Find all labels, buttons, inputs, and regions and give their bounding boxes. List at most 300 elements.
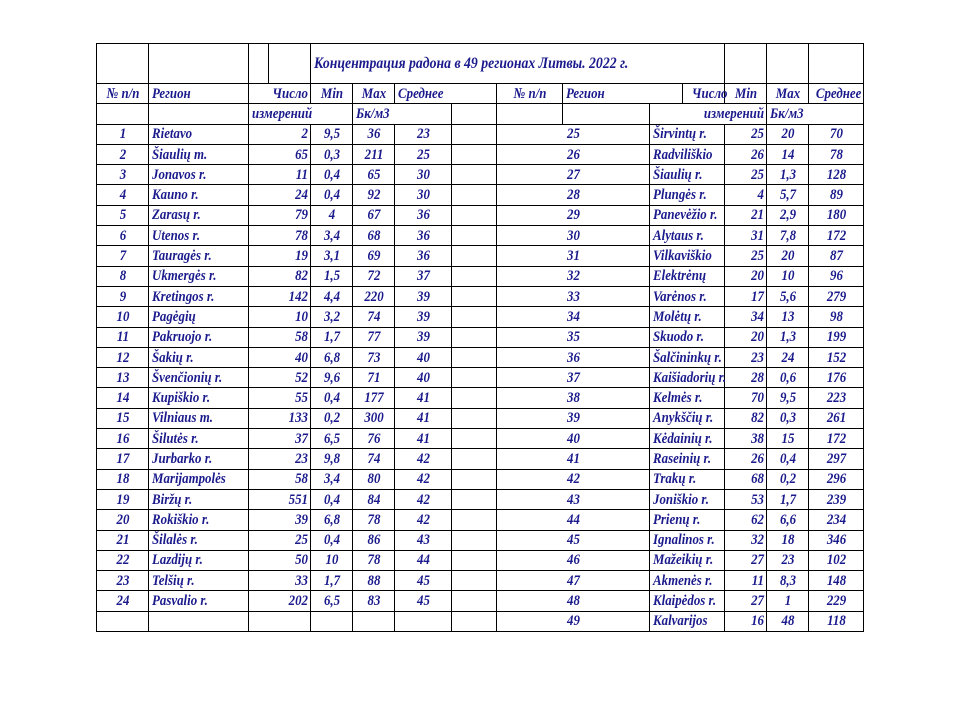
- measurement-count: 55: [257, 388, 310, 408]
- max-value: 73: [355, 347, 391, 367]
- header-region: Регион: [149, 84, 235, 104]
- average-value: 39: [398, 327, 447, 347]
- max-value: 199: [812, 327, 859, 347]
- region-name: Tauragės r.: [149, 246, 235, 266]
- region-name: Joniškio r.: [650, 489, 715, 509]
- measurement-count: 62: [730, 510, 766, 530]
- min-value: 3,4: [313, 226, 349, 246]
- measurement-count: 23: [730, 347, 766, 367]
- row-number: 35: [507, 327, 639, 347]
- spacer-cell: [452, 368, 491, 388]
- row-number: 42: [507, 469, 639, 489]
- measurement-count: 24: [257, 185, 310, 205]
- max-value: 87: [812, 246, 859, 266]
- spacer-cell: [452, 266, 491, 286]
- average-value: 30: [398, 185, 447, 205]
- min-value: 1,3: [769, 327, 805, 347]
- spacer-cell: [452, 205, 491, 225]
- header-units: Бк/м3: [767, 104, 850, 124]
- region-name: Elektrėnų: [650, 266, 715, 286]
- spacer-cell: [452, 510, 491, 530]
- average-value: 42: [398, 489, 447, 509]
- measurement-count: 25: [257, 530, 310, 550]
- table-row: [97, 205, 864, 225]
- row-number: 39: [507, 408, 639, 428]
- measurement-count: 82: [257, 266, 310, 286]
- row-number: 33: [507, 286, 639, 306]
- spacer-cell: [452, 489, 491, 509]
- max-value: 128: [812, 165, 859, 185]
- min-value: 6,8: [313, 510, 349, 530]
- region-name: Šilutės r.: [149, 429, 235, 449]
- header-avg: Среднее: [812, 84, 859, 104]
- table-row: [97, 266, 864, 286]
- min-value: 6,5: [313, 591, 349, 611]
- measurement-count: 70: [730, 388, 766, 408]
- max-value: 279: [812, 286, 859, 306]
- average-value: 41: [398, 429, 447, 449]
- min-value: 9,8: [313, 449, 349, 469]
- average-value: 40: [398, 347, 447, 367]
- max-value: 78: [355, 550, 391, 570]
- region-name: Šakių r.: [149, 347, 235, 367]
- region-name: Šiaulių r.: [650, 165, 715, 185]
- region-name: Prienų r.: [650, 510, 715, 530]
- row-number: 47: [507, 571, 639, 591]
- row-number: 48: [507, 591, 639, 611]
- header-no: № п/п: [100, 84, 145, 104]
- max-value: 36: [355, 124, 391, 144]
- min-value: 3,4: [313, 469, 349, 489]
- measurement-count: 10: [257, 307, 310, 327]
- table-row: [97, 489, 864, 509]
- measurement-count: 21: [730, 205, 766, 225]
- min-value: 10: [769, 266, 805, 286]
- max-value: 65: [355, 165, 391, 185]
- max-value: 83: [355, 591, 391, 611]
- spacer-cell: [452, 327, 491, 347]
- max-value: 176: [812, 368, 859, 388]
- row-number: 8: [100, 266, 145, 286]
- subheader-row: [97, 104, 864, 124]
- measurement-count: 78: [257, 226, 310, 246]
- min-value: 4,4: [313, 286, 349, 306]
- row-number: 28: [507, 185, 639, 205]
- measurement-count: 26: [730, 144, 766, 164]
- row-number: 17: [100, 449, 145, 469]
- row-number: 23: [100, 571, 145, 591]
- average-value: 41: [398, 388, 447, 408]
- min-value: 3,1: [313, 246, 349, 266]
- row-number: 6: [100, 226, 145, 246]
- region-name: Marijampolės: [149, 469, 235, 489]
- min-value: 0,3: [313, 144, 349, 164]
- average-value: 43: [398, 530, 447, 550]
- min-value: 18: [769, 530, 805, 550]
- table-row: [97, 368, 864, 388]
- max-value: 172: [812, 429, 859, 449]
- region-name: Biržų r.: [149, 489, 235, 509]
- region-name: Jonavos r.: [149, 165, 235, 185]
- measurement-count: 25: [730, 124, 766, 144]
- header-row: [97, 84, 864, 104]
- measurement-count: 11: [730, 571, 766, 591]
- table-row: [97, 611, 864, 631]
- spacer-cell: [452, 571, 491, 591]
- max-value: 102: [812, 550, 859, 570]
- min-value: 13: [769, 307, 805, 327]
- average-value: 39: [398, 307, 447, 327]
- measurement-count: 25: [730, 165, 766, 185]
- average-value: 42: [398, 449, 447, 469]
- region-name: Mažeikių r.: [650, 550, 715, 570]
- max-value: 234: [812, 510, 859, 530]
- spacer-cell: [452, 429, 491, 449]
- table-row: [97, 165, 864, 185]
- region-name: Anykščių r.: [650, 408, 715, 428]
- row-number: 16: [100, 429, 145, 449]
- row-number: 24: [100, 591, 145, 611]
- region-name: Akmenės r.: [650, 571, 715, 591]
- min-value: 24: [769, 347, 805, 367]
- max-value: 239: [812, 489, 859, 509]
- table-row: [97, 449, 864, 469]
- region-name: Kupiškio r.: [149, 388, 235, 408]
- max-value: 80: [355, 469, 391, 489]
- spacer-cell: [452, 286, 491, 306]
- row-number: 49: [507, 611, 639, 631]
- table-row: [97, 571, 864, 591]
- table-row: [97, 469, 864, 489]
- min-value: 1,7: [769, 489, 805, 509]
- region-name: Kelmės r.: [650, 388, 715, 408]
- region-name: Kretingos r.: [149, 286, 235, 306]
- average-value: 42: [398, 510, 447, 530]
- region-name: Švenčionių r.: [149, 368, 235, 388]
- min-value: 3,2: [313, 307, 349, 327]
- region-name: Pakruojo r.: [149, 327, 235, 347]
- measurement-count: 82: [730, 408, 766, 428]
- row-number: 34: [507, 307, 639, 327]
- min-value: 0,6: [769, 368, 805, 388]
- min-value: 0,3: [769, 408, 805, 428]
- max-value: 70: [812, 124, 859, 144]
- average-value: 44: [398, 550, 447, 570]
- min-value: 0,4: [313, 185, 349, 205]
- max-value: 74: [355, 307, 391, 327]
- min-value: 9,6: [313, 368, 349, 388]
- spacer-cell: [452, 611, 491, 631]
- region-name: Pagėgių: [149, 307, 235, 327]
- region-name: Lazdijų r.: [149, 550, 235, 570]
- row-number: 14: [100, 388, 145, 408]
- region-name: Rietavo: [149, 124, 235, 144]
- row-number: 1: [100, 124, 145, 144]
- table-row: [97, 510, 864, 530]
- average-value: 40: [398, 368, 447, 388]
- row-number: 18: [100, 469, 145, 489]
- spacer-cell: [452, 165, 491, 185]
- min-value: 8,3: [769, 571, 805, 591]
- table-row: [97, 429, 864, 449]
- row-number: 37: [507, 368, 639, 388]
- region-name: Panevėžio r.: [650, 205, 715, 225]
- row-number: 13: [100, 368, 145, 388]
- row-number: 4: [100, 185, 145, 205]
- max-value: 220: [355, 286, 391, 306]
- table-row: [97, 226, 864, 246]
- table-row: [97, 550, 864, 570]
- max-value: 78: [812, 144, 859, 164]
- region-name: Utenos r.: [149, 226, 235, 246]
- region-name: Širvintų r.: [650, 124, 715, 144]
- region-name: Kauno r.: [149, 185, 235, 205]
- header-min: Min: [313, 84, 349, 104]
- header-units: Бк/м3: [353, 104, 438, 124]
- measurement-count: 53: [730, 489, 766, 509]
- measurement-count: 20: [730, 266, 766, 286]
- row-number: 41: [507, 449, 639, 469]
- measurement-count: 202: [257, 591, 310, 611]
- row-number: 9: [100, 286, 145, 306]
- average-value: 42: [398, 469, 447, 489]
- region-name: Molėtų r.: [650, 307, 715, 327]
- table-row: [97, 307, 864, 327]
- row-number: 11: [100, 327, 145, 347]
- measurement-count: 34: [730, 307, 766, 327]
- table-row: [97, 530, 864, 550]
- row-number: 45: [507, 530, 639, 550]
- row-number: 44: [507, 510, 639, 530]
- spacer-cell: [452, 591, 491, 611]
- radon-table: [96, 43, 864, 632]
- max-value: 67: [355, 205, 391, 225]
- max-value: 223: [812, 388, 859, 408]
- measurement-count: 39: [257, 510, 310, 530]
- measurement-count: 68: [730, 469, 766, 489]
- min-value: 23: [769, 550, 805, 570]
- header-avg: Среднее: [395, 84, 483, 104]
- max-value: 89: [812, 185, 859, 205]
- average-value: 36: [398, 246, 447, 266]
- max-value: 296: [812, 469, 859, 489]
- max-value: 98: [812, 307, 859, 327]
- row-number: 46: [507, 550, 639, 570]
- table-row: [97, 388, 864, 408]
- measurement-count: 79: [257, 205, 310, 225]
- spacer-cell: [452, 307, 491, 327]
- average-value: 36: [398, 226, 447, 246]
- title-row: [97, 44, 864, 84]
- spacer-cell: [452, 550, 491, 570]
- measurement-count: 20: [730, 327, 766, 347]
- max-value: 77: [355, 327, 391, 347]
- spacer-cell: [452, 449, 491, 469]
- measurement-count: 37: [257, 429, 310, 449]
- max-value: 96: [812, 266, 859, 286]
- min-value: 48: [769, 611, 805, 631]
- spacer-cell: [452, 226, 491, 246]
- max-value: 86: [355, 530, 391, 550]
- max-value: [355, 611, 391, 631]
- header-min: Min: [727, 84, 763, 104]
- measurement-count: 4: [730, 185, 766, 205]
- max-value: 68: [355, 226, 391, 246]
- row-number: 7: [100, 246, 145, 266]
- average-value: 23: [398, 124, 447, 144]
- row-number: 29: [507, 205, 639, 225]
- spacer-cell: [452, 124, 491, 144]
- min-value: 1,5: [313, 266, 349, 286]
- header-count-sub: измерений: [249, 104, 338, 124]
- max-value: 148: [812, 571, 859, 591]
- measurement-count: 40: [257, 347, 310, 367]
- min-value: 14: [769, 144, 805, 164]
- row-number: 26: [507, 144, 639, 164]
- average-value: 41: [398, 408, 447, 428]
- measurement-count: 32: [730, 530, 766, 550]
- max-value: 78: [355, 510, 391, 530]
- max-value: 76: [355, 429, 391, 449]
- spacer-cell: [452, 347, 491, 367]
- spacer-cell: [452, 388, 491, 408]
- min-value: 15: [769, 429, 805, 449]
- measurement-count: 65: [257, 144, 310, 164]
- row-number: 12: [100, 347, 145, 367]
- max-value: 346: [812, 530, 859, 550]
- max-value: 84: [355, 489, 391, 509]
- min-value: 1,7: [313, 327, 349, 347]
- measurement-count: 19: [257, 246, 310, 266]
- max-value: 72: [355, 266, 391, 286]
- region-name: Šilalės r.: [149, 530, 235, 550]
- average-value: 25: [398, 144, 447, 164]
- max-value: 211: [355, 144, 391, 164]
- min-value: 0,2: [769, 469, 805, 489]
- max-value: 297: [812, 449, 859, 469]
- spacer-cell: [452, 185, 491, 205]
- region-name: Šiaulių m.: [149, 144, 235, 164]
- average-value: 45: [398, 571, 447, 591]
- region-name: Pasvalio r.: [149, 591, 235, 611]
- min-value: 1: [769, 591, 805, 611]
- measurement-count: 16: [730, 611, 766, 631]
- min-value: 0,4: [313, 388, 349, 408]
- table-row: [97, 144, 864, 164]
- row-number: 27: [507, 165, 639, 185]
- min-value: 0,4: [313, 489, 349, 509]
- max-value: 92: [355, 185, 391, 205]
- row-number: 38: [507, 388, 639, 408]
- table-row: [97, 246, 864, 266]
- region-name: Skuodo r.: [650, 327, 715, 347]
- row-number: 22: [100, 550, 145, 570]
- header-max: Max: [355, 84, 391, 104]
- min-value: 2,9: [769, 205, 805, 225]
- region-name: Telšių r.: [149, 571, 235, 591]
- spacer-cell: [452, 530, 491, 550]
- min-value: 20: [769, 246, 805, 266]
- header-max: Max: [769, 84, 805, 104]
- region-name: Zarasų r.: [149, 205, 235, 225]
- min-value: 1,3: [769, 165, 805, 185]
- measurement-count: 27: [730, 550, 766, 570]
- header-no: № п/п: [501, 84, 558, 104]
- region-name: Ignalinos r.: [650, 530, 715, 550]
- table-row: [97, 124, 864, 144]
- max-value: 177: [355, 388, 391, 408]
- header-count-sub: измерений: [666, 104, 767, 124]
- min-value: 6,6: [769, 510, 805, 530]
- row-number: 43: [507, 489, 639, 509]
- region-name: Kėdainių r.: [650, 429, 715, 449]
- region-name: Kaišiadorių r.: [650, 368, 715, 388]
- average-value: 39: [398, 286, 447, 306]
- max-value: 172: [812, 226, 859, 246]
- table-row: [97, 591, 864, 611]
- max-value: 71: [355, 368, 391, 388]
- measurement-count: 17: [730, 286, 766, 306]
- max-value: 180: [812, 205, 859, 225]
- row-number: 3: [100, 165, 145, 185]
- measurement-count: 27: [730, 591, 766, 611]
- region-name: Varėnos r.: [650, 286, 715, 306]
- min-value: 7,8: [769, 226, 805, 246]
- measurement-count: 26: [730, 449, 766, 469]
- max-value: 300: [355, 408, 391, 428]
- measurement-count: [257, 611, 310, 631]
- table-title: Концентрация радона в 49 регионах Литвы. 2022 г.: [311, 44, 667, 84]
- max-value: 118: [812, 611, 859, 631]
- row-number: 19: [100, 489, 145, 509]
- row-number: [100, 611, 145, 631]
- table-row: [97, 286, 864, 306]
- measurement-count: 38: [730, 429, 766, 449]
- spacer-cell: [452, 408, 491, 428]
- table-row: [97, 408, 864, 428]
- min-value: 5,7: [769, 185, 805, 205]
- measurement-count: 551: [257, 489, 310, 509]
- min-value: 1,7: [313, 571, 349, 591]
- header-region: Регион: [563, 84, 666, 104]
- region-name: [149, 611, 235, 631]
- region-name: Ukmergės r.: [149, 266, 235, 286]
- measurement-count: 11: [257, 165, 310, 185]
- measurement-count: 31: [730, 226, 766, 246]
- table-row: [97, 347, 864, 367]
- row-number: 10: [100, 307, 145, 327]
- min-value: 5,6: [769, 286, 805, 306]
- header-count: Число: [688, 84, 724, 104]
- min-value: 20: [769, 124, 805, 144]
- region-name: Vilkaviškio: [650, 246, 715, 266]
- min-value: 0,2: [313, 408, 349, 428]
- min-value: 9,5: [313, 124, 349, 144]
- max-value: 69: [355, 246, 391, 266]
- min-value: 6,8: [313, 347, 349, 367]
- min-value: 0,4: [769, 449, 805, 469]
- row-number: 21: [100, 530, 145, 550]
- measurement-count: 28: [730, 368, 766, 388]
- row-number: 40: [507, 429, 639, 449]
- row-number: 36: [507, 347, 639, 367]
- region-name: Kalvarijos: [650, 611, 715, 631]
- min-value: 4: [313, 205, 349, 225]
- measurement-count: 23: [257, 449, 310, 469]
- max-value: 229: [812, 591, 859, 611]
- min-value: 10: [313, 550, 349, 570]
- region-name: Klaipėdos r.: [650, 591, 715, 611]
